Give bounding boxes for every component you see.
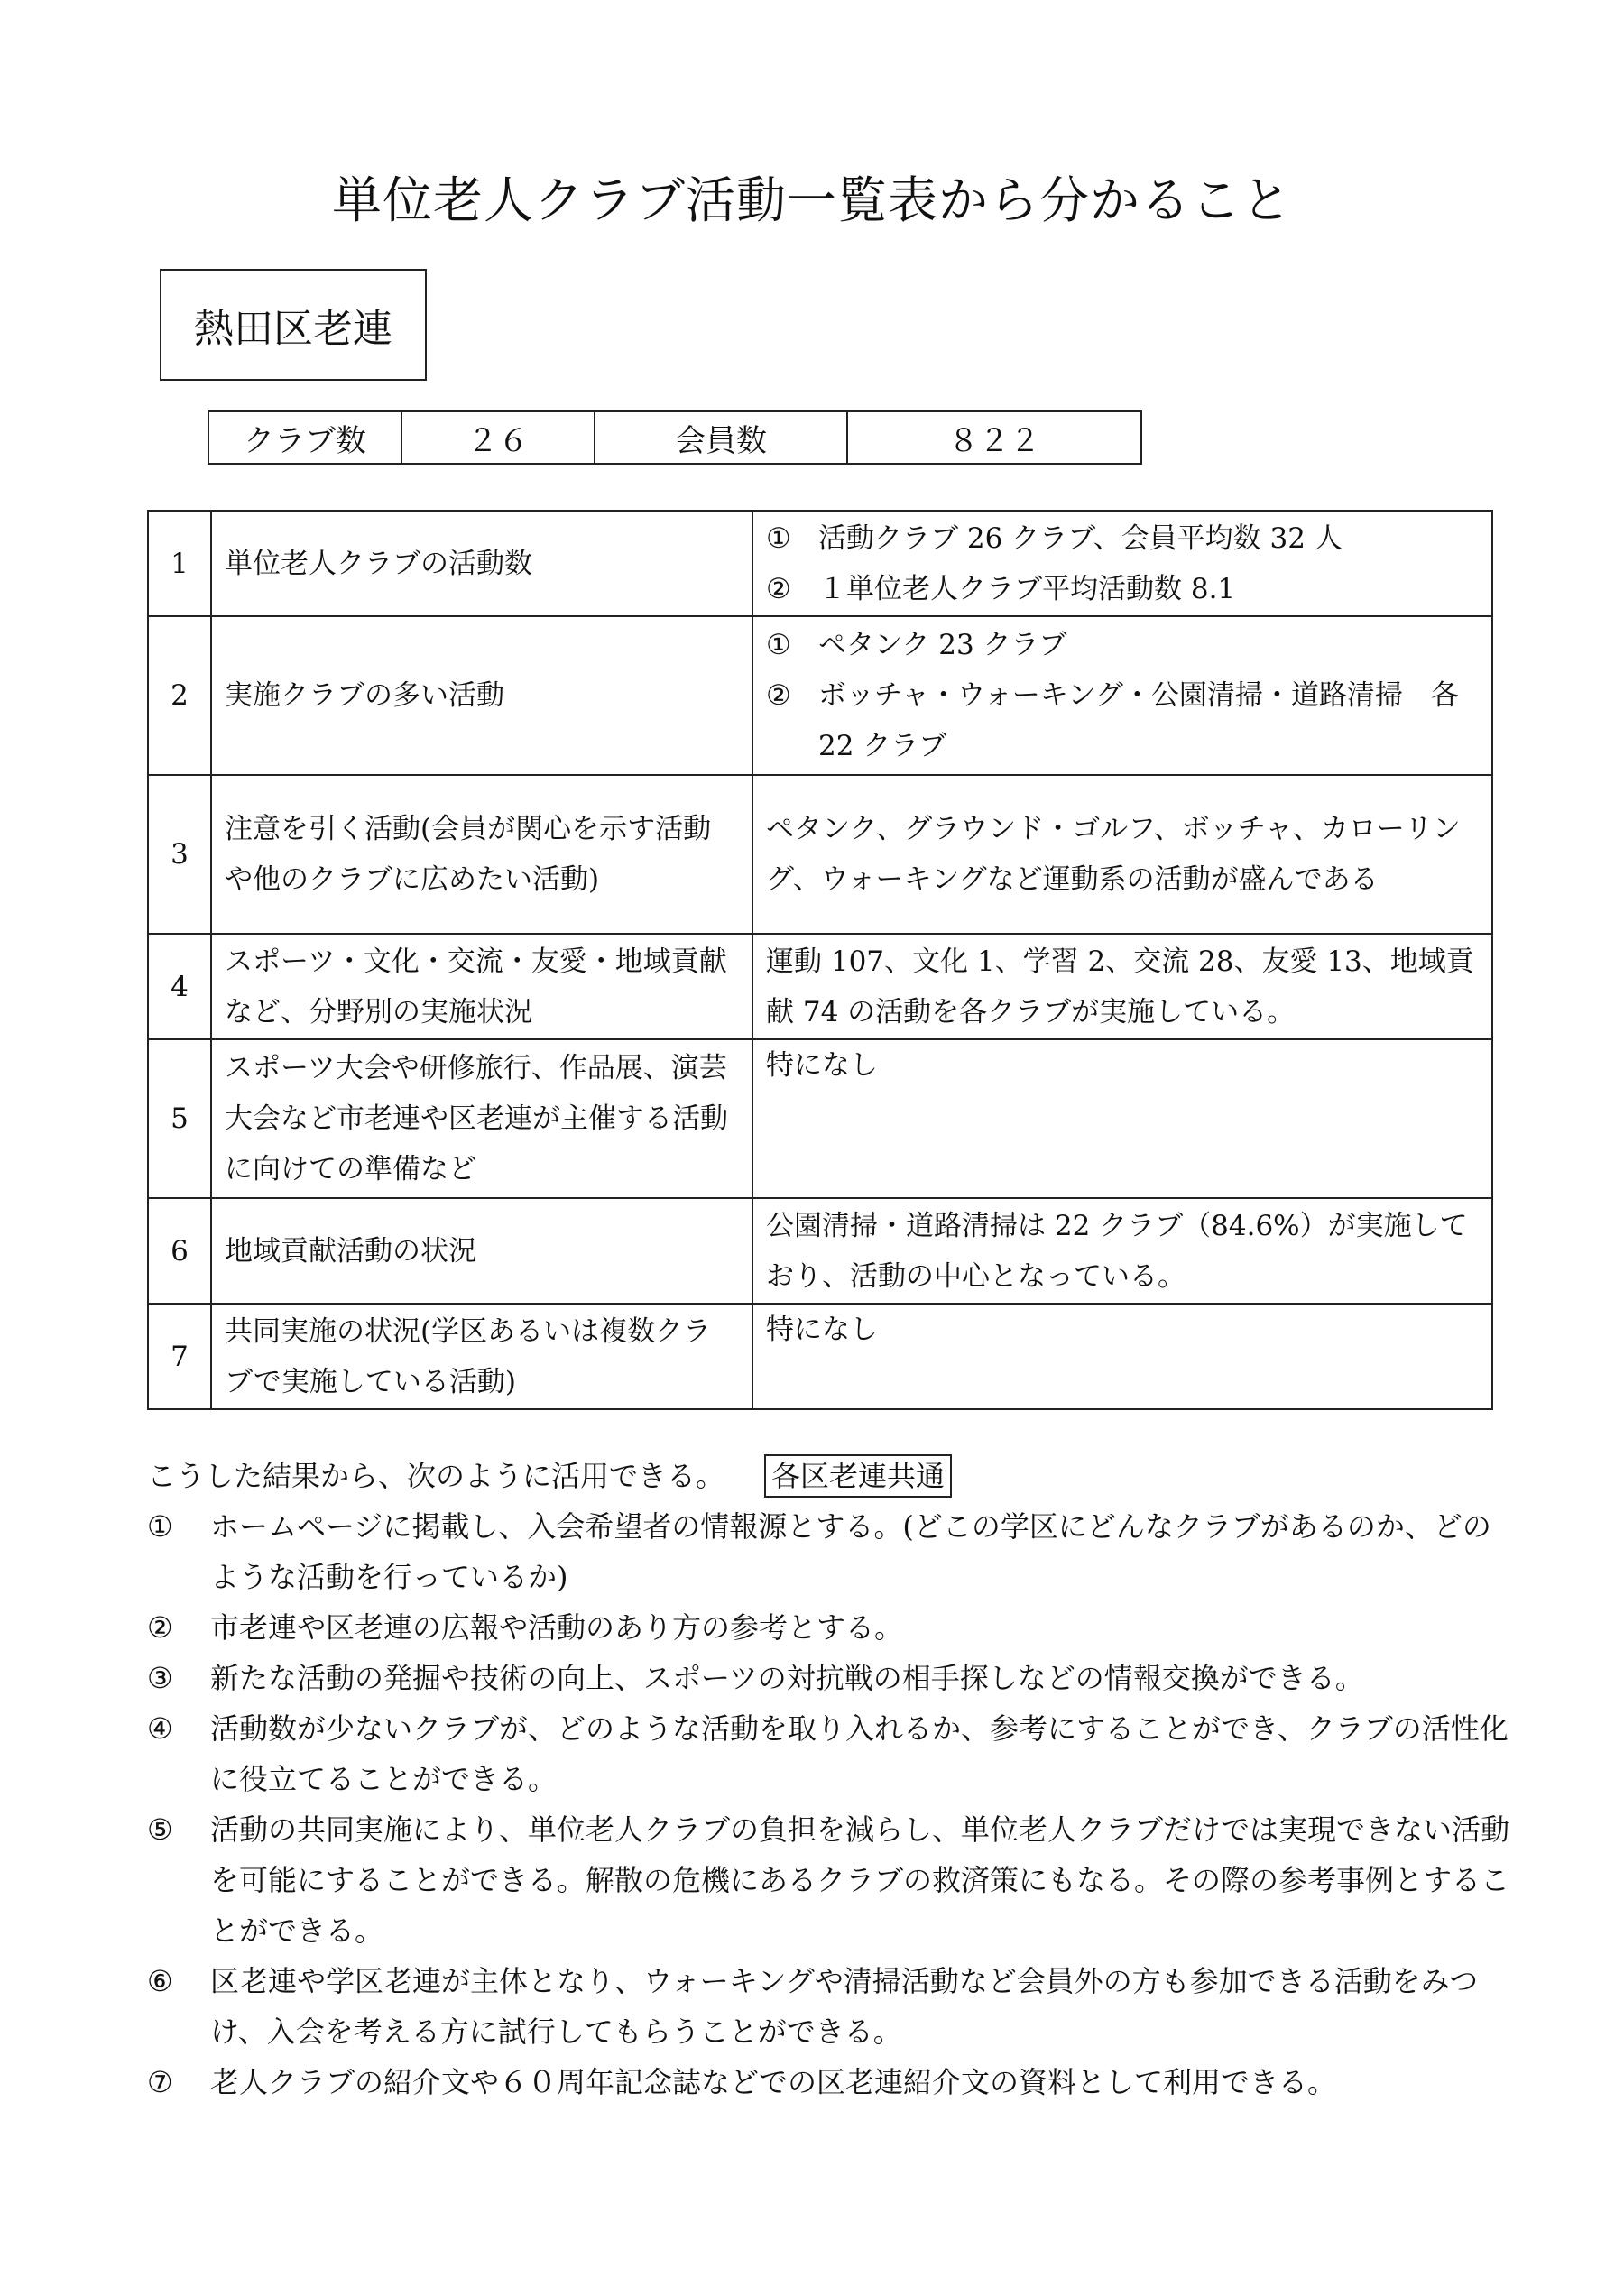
row-content: 公園清掃・道路清掃は 22 クラブ（84.6%）が実施しており、活動の中心となっている。 [752,1198,1492,1304]
row-number: 2 [148,616,211,775]
item-marker: ⑤ [147,1812,173,1847]
table-row [148,934,1492,1039]
table-row [148,775,1492,934]
item-text: 区老連や学区老連が主体となり、ウォーキングや清掃活動など会員外の方も参加できる活動をみつけ、入会を考える方に試行してもらうことができる。 [210,1964,1479,2049]
item-text: ホームページに掲載し、入会希望者の情報源とする。(どこの学区にどんなクラブがあるのか、どのような活動を行っているか) [210,1509,1491,1594]
ward-label-box [160,269,427,381]
item-marker: ⑥ [147,1964,173,1998]
common-badge: 各区老連共通 [764,1454,952,1498]
item-marker: ③ [147,1661,173,1695]
list-item [147,1956,1509,2057]
club-count-label: クラブ数 [208,411,401,464]
row-item: 実施クラブの多い活動 [211,616,752,775]
item-text: １単位老人クラブ平均活動数 8.1 [818,572,1236,605]
item-marker: ⑦ [147,2065,173,2099]
item-text: 活動クラブ 26 クラブ、会員平均数 32 人 [818,521,1343,555]
table-row [148,616,1492,775]
row-item: スポーツ・文化・交流・友愛・地域貢献など、分野別の実施状況 [211,934,752,1039]
item-text: ペタンク 23 クラブ [818,629,1067,661]
row-content [752,511,1492,616]
row-item: 注意を引く活動(会員が関心を示す活動や他のクラブに広めたい活動) [211,775,752,934]
row-number: 6 [148,1198,211,1304]
item-marker: ① [766,521,791,555]
page-title: 単位老人クラブ活動一覧表から分かること [331,171,1292,229]
row-content: 特になし [752,1304,1492,1409]
item-marker: ② [766,679,791,712]
row-number: 5 [148,1039,211,1198]
member-count-label: 会員数 [595,411,847,464]
item-text: 老人クラブの紹介文や６０周年記念誌などでの区老連紹介文の資料として利用できる。 [210,2065,1337,2099]
list-item [147,1602,1509,1653]
table-row [148,511,1492,616]
item-marker: ② [766,572,791,605]
item-text: 新たな活動の発掘や技術の向上、スポーツの対抗戦の相手探しなどの情報交換ができる。 [210,1661,1364,1695]
uses-intro: こうした結果から、次のように活用できる。 [147,1459,725,1493]
list-item [147,1501,1509,1602]
row-content: 特になし [752,1039,1492,1198]
item-marker: ① [766,629,791,661]
list-item [147,1703,1509,1804]
item-marker: ④ [147,1711,173,1746]
summary-row [208,411,1141,464]
item-text: 活動の共同実施により、単位老人クラブの負担を減らし、単位老人クラブだけでは実現できない活動を可能にすることができる。解散の危機にあるクラブの救済策にもなる。その際の参考事例とすることができる。 [210,1812,1510,1948]
list-item [147,1653,1509,1703]
row-number: 7 [148,1304,211,1409]
list-item [766,564,1479,614]
item-marker: ② [147,1610,173,1645]
list-item [766,670,1479,771]
ward-name: 熱田区老連 [194,306,392,352]
row-content: 運動 107、文化 1、学習 2、交流 28、友愛 13、地域貢献 74 の活動を各クラブが実施している。 [752,934,1492,1039]
table-row [148,1304,1492,1409]
row-number: 4 [148,934,211,1039]
row-item: スポーツ大会や研修旅行、作品展、演芸大会など市老連や区老連が主催する活動に向けての準備など [211,1039,752,1198]
uses-section [147,1451,1509,2107]
activity-table [147,510,1493,1410]
list-item [766,513,1479,564]
row-number: 1 [148,511,211,616]
row-item: 共同実施の状況(学区あるいは複数クラブで実施している活動) [211,1304,752,1409]
item-text: 市老連や区老連の広報や活動のあり方の参考とする。 [210,1610,904,1645]
list-item [766,620,1479,670]
row-content [752,616,1492,775]
item-text: ボッチャ・ウォーキング・公園清掃・道路清掃 各 22 クラブ [818,679,1459,762]
row-item: 単位老人クラブの活動数 [211,511,752,616]
summary-table [208,410,1142,465]
row-content: ペタンク、グラウンド・ゴルフ、ボッチャ、カローリング、ウォーキングなど運動系の活動が盛んである [752,775,1492,934]
row-item: 地域貢献活動の状況 [211,1198,752,1304]
member-count-value: ８２２ [847,411,1141,464]
item-marker: ① [147,1509,173,1544]
table-row [148,1198,1492,1304]
row-number: 3 [148,775,211,934]
list-item [147,2057,1509,2107]
table-row [148,1039,1492,1198]
club-count-value: ２６ [401,411,595,464]
list-item [147,1804,1509,1956]
item-text: 活動数が少ないクラブが、どのような活動を取り入れるか、参考にすることができ、クラブの活性化に役立てることができる。 [210,1711,1509,1796]
uses-intro-line [147,1451,1509,1501]
